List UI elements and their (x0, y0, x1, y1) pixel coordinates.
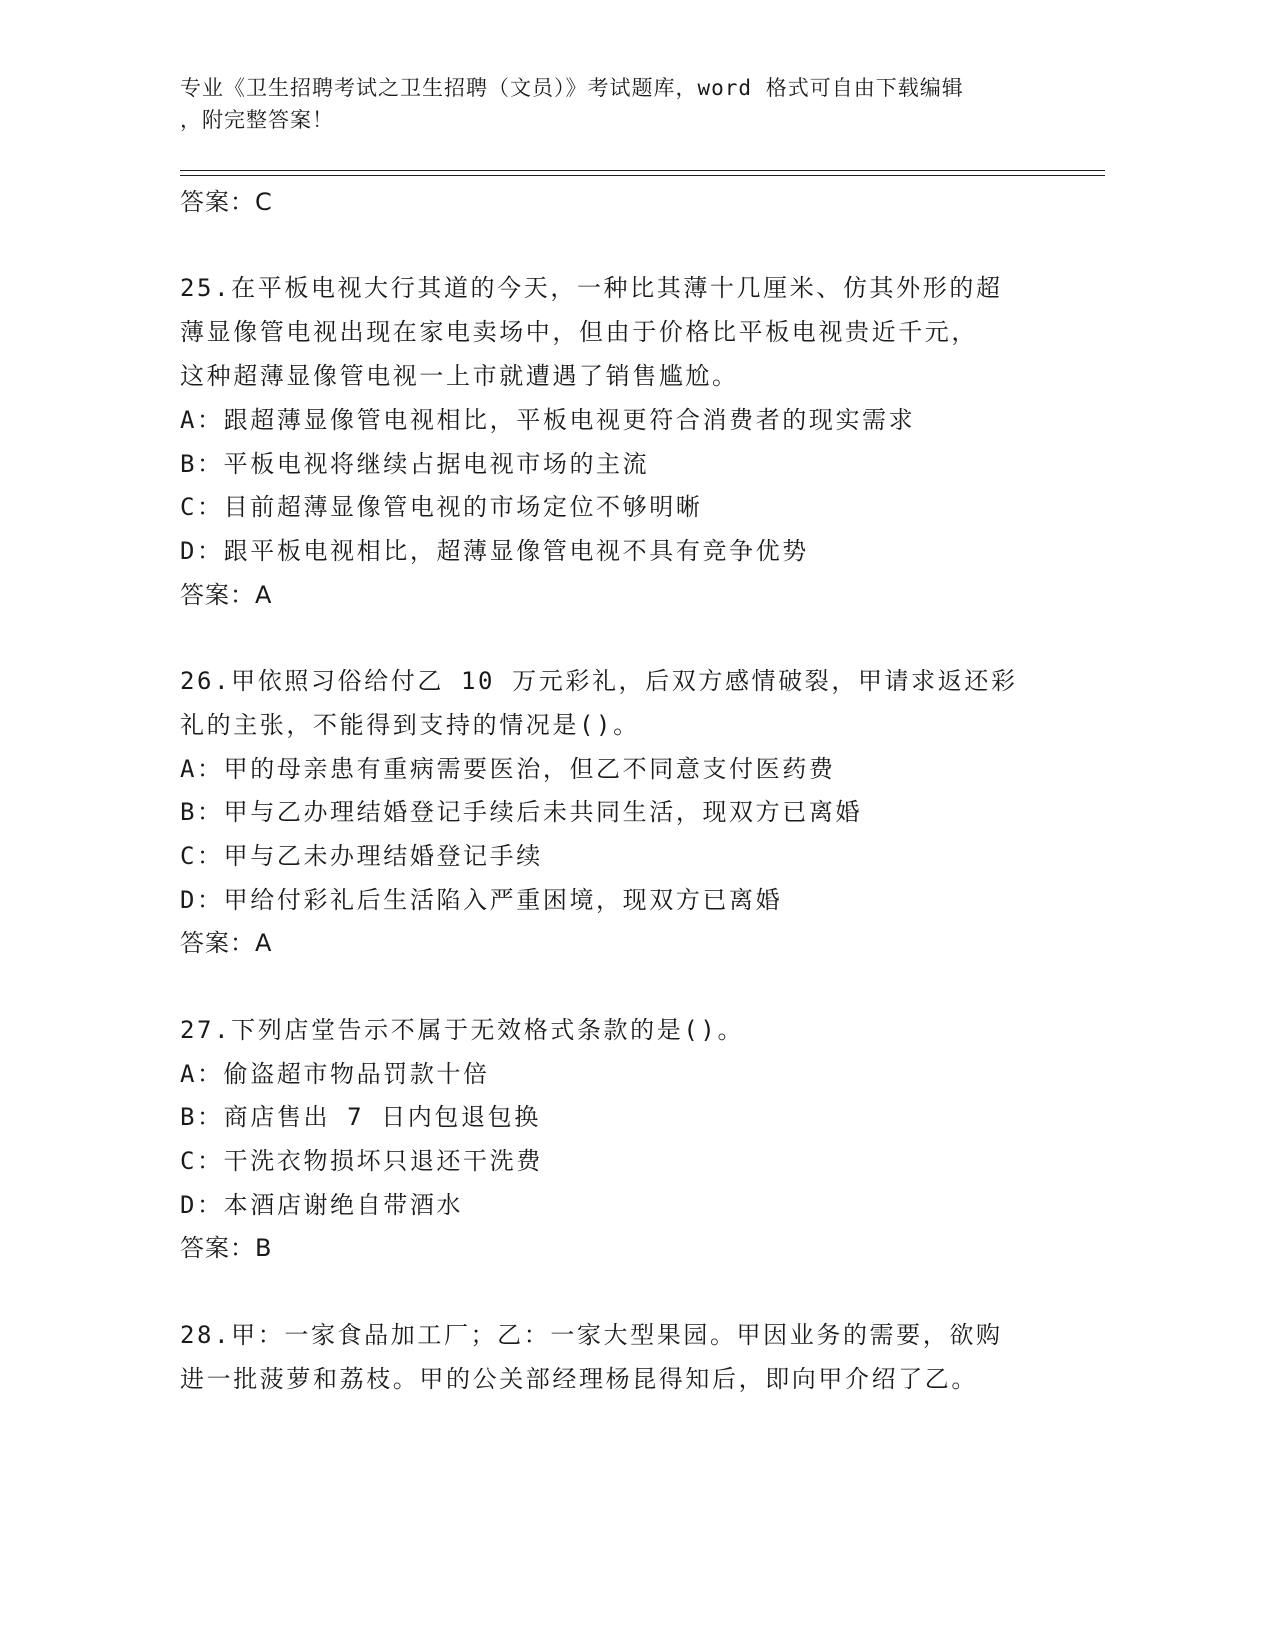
question-25-line-3: 这种超薄显像管电视一上市就遭遇了销售尴尬。 (180, 362, 739, 390)
question-26-line-1: 26.甲依照习俗给付乙 10 万元彩礼，后双方感情破裂，甲请求返还彩 (180, 667, 1018, 695)
header-line-2: ，附完整答案！ (180, 108, 334, 132)
previous-answer: 答案：C (180, 188, 273, 216)
question-26-line-2: 礼的主张，不能得到支持的情况是()。 (180, 711, 640, 739)
question-25-line-1: 25.在平板电视大行其道的今天，一种比其薄十几厘米、仿其外形的超 (180, 274, 1003, 302)
header-divider-top (180, 170, 1105, 171)
document-header (180, 72, 1060, 136)
header-divider-bottom (180, 175, 1105, 176)
question-28-line-2: 进一批菠萝和荔枝。甲的公关部经理杨昆得知后，即向甲介绍了乙。 (180, 1365, 978, 1393)
question-26-option-d: D：甲给付彩礼后生活陷入严重困境，现双方已离婚 (180, 886, 783, 914)
question-25-option-b: B：平板电视将继续占据电视市场的主流 (180, 450, 650, 478)
question-25-answer: 答案：A (180, 581, 273, 609)
header-line-1: 专业《卫生招聘考试之卫生招聘（文员）》考试题库，word 格式可自由下载编辑 (180, 76, 964, 100)
question-26-option-b: B：甲与乙办理结婚登记手续后未共同生活，现双方已离婚 (180, 798, 863, 826)
question-27-option-c: C：干洗衣物损坏只退还干洗费 (180, 1147, 543, 1175)
question-27-option-d: D：本酒店谢绝自带酒水 (180, 1191, 464, 1219)
question-27-answer: 答案：B (180, 1234, 273, 1262)
question-27-option-b: B：商店售出 7 日内包退包换 (180, 1103, 541, 1131)
question-25-line-2: 薄显像管电视出现在家电卖场中，但由于价格比平板电视贵近千元， (180, 318, 978, 346)
question-26-option-a: A：甲的母亲患有重病需要医治，但乙不同意支付医药费 (180, 755, 836, 783)
question-27-line-1: 27.下列店堂告示不属于无效格式条款的是()。 (180, 1016, 745, 1044)
question-25-option-d: D：跟平板电视相比，超薄显像管电视不具有竞争优势 (180, 537, 809, 565)
question-26-option-c: C：甲与乙未办理结婚登记手续 (180, 842, 543, 870)
question-26-answer: 答案：A (180, 929, 273, 957)
question-28-line-1: 28.甲：一家食品加工厂；乙：一家大型果园。甲因业务的需要，欲购 (180, 1321, 1003, 1349)
question-25-option-c: C：目前超薄显像管电视的市场定位不够明晰 (180, 493, 703, 521)
question-25-option-a: A：跟超薄显像管电视相比，平板电视更符合消费者的现实需求 (180, 406, 916, 434)
question-27-option-a: A：偷盗超市物品罚款十倍 (180, 1060, 490, 1088)
